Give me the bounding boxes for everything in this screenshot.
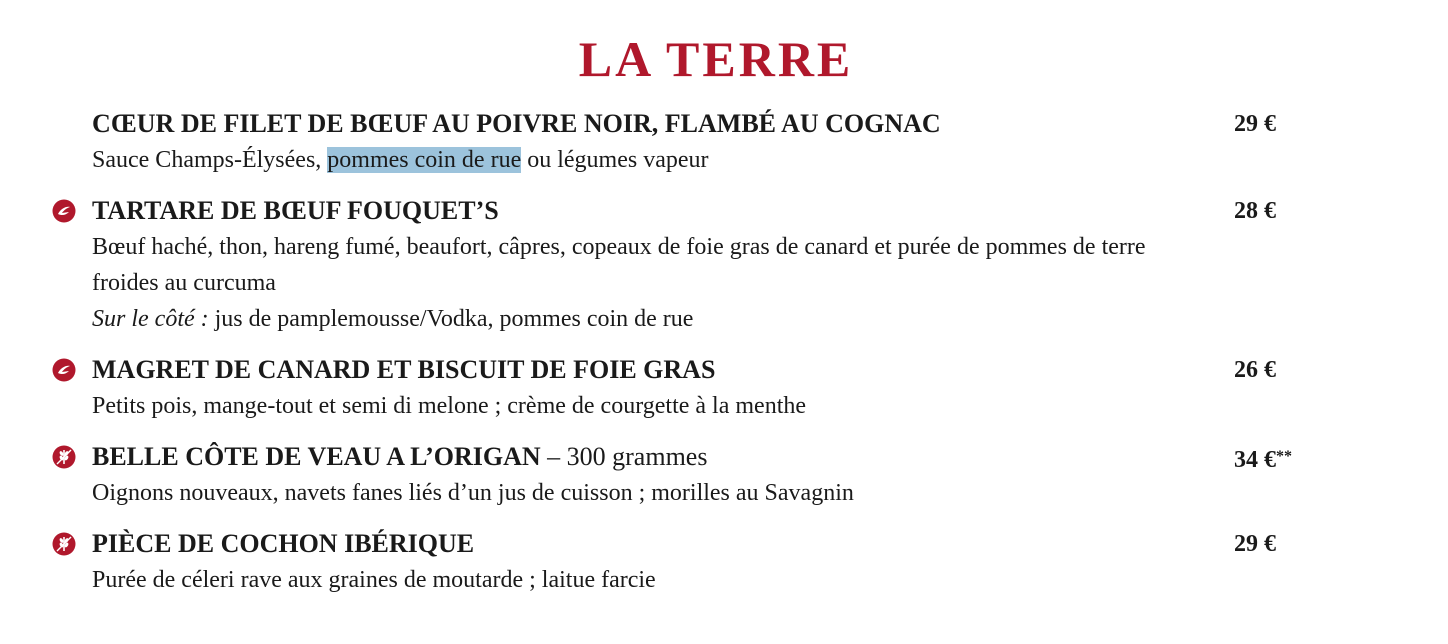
dish-description: Bœuf haché, thon, hareng fumé, beaufort, câpres, copeaux de foie gras de canard et purée de pommes de terre froides au curcuma — [92, 234, 1146, 296]
dish-price — [1234, 439, 1292, 478]
dish-name: TARTARE DE BŒUF FOUQUET’S — [92, 196, 499, 225]
dish-description: Petits pois, mange-tout et semi di melone ; crème de courgette à la menthe — [92, 393, 807, 419]
menu-item — [0, 439, 1448, 511]
price-footnote-mark: ** — [1276, 448, 1292, 465]
dish-price: 29 € — [1234, 111, 1276, 137]
wheat-icon — [52, 532, 76, 556]
signature-dish-icon — [52, 358, 76, 382]
dish-price: 26 € — [1234, 357, 1276, 383]
side-label: Sur le côté : — [92, 306, 209, 332]
price-value: 34 € — [1234, 447, 1276, 473]
description-text: ou légumes vapeur — [521, 147, 709, 173]
dish-name: PIÈCE DE COCHON IBÉRIQUE — [92, 529, 475, 558]
dish-description: Purée de céleri rave aux graines de moutarde ; laitue farcie — [92, 567, 656, 593]
dish-price: 28 € — [1234, 198, 1276, 224]
dish-name: MAGRET DE CANARD ET BISCUIT DE FOIE GRAS — [92, 355, 716, 384]
side-text: jus de pamplemousse/Vodka, pommes coin de rue — [208, 306, 694, 332]
menu-item — [0, 193, 1448, 337]
dish-name-text: BELLE CÔTE DE VEAU A L’ORIGAN — [92, 442, 541, 471]
menu-item — [0, 526, 1448, 598]
dish-weight: – 300 grammes — [540, 442, 708, 471]
section-title: LA TERRE — [578, 31, 854, 87]
menu-item — [0, 106, 1448, 178]
description-text: Sauce Champs-Élysées, — [92, 147, 328, 173]
dish-name — [92, 439, 1202, 475]
menu-item — [0, 352, 1448, 424]
dish-price: 29 € — [1234, 531, 1276, 557]
side-note — [92, 301, 1152, 337]
selected-text[interactable]: pommes coin de rue — [327, 147, 522, 173]
signature-dish-icon — [52, 199, 76, 223]
dish-name: CŒUR DE FILET DE BŒUF AU POIVRE NOIR, FLAMBÉ AU COGNAC — [92, 109, 941, 138]
wheat-icon — [52, 445, 76, 469]
dish-description: Oignons nouveaux, navets fanes liés d’un jus de cuisson ; morilles au Savagnin — [92, 480, 854, 506]
dish-description — [92, 142, 1152, 178]
menu-list — [0, 106, 1448, 613]
